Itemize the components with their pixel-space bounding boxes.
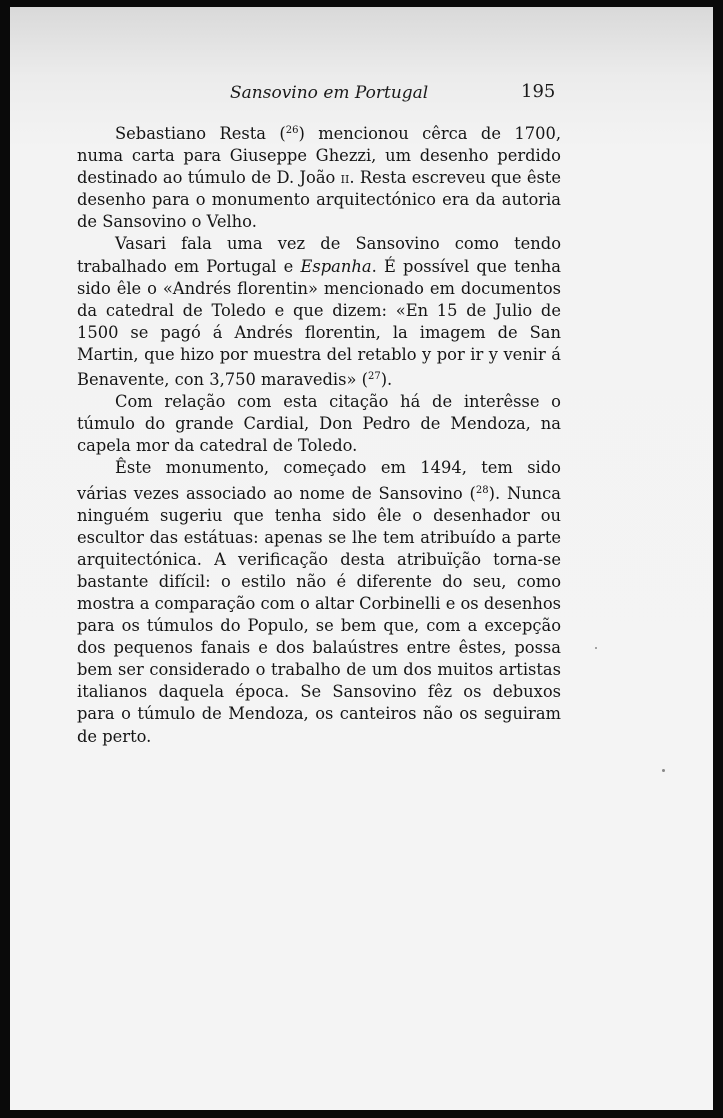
paragraph-text: Êste monumento, começado em 1494, tem sido várias vezes associado ao nome de Sansovino ( bbox=[77, 458, 561, 503]
paper-speck bbox=[595, 647, 597, 649]
running-title: Sansovino em Portugal bbox=[230, 83, 429, 103]
paragraph-text: Sebastiano Resta ( bbox=[115, 124, 286, 143]
page-header bbox=[10, 77, 713, 107]
paragraph-resta bbox=[77, 120, 561, 233]
italic-term: Espanha bbox=[300, 256, 372, 276]
paragraph-text: . É possível que tenha sido êle o «Andrés florentin» mencionado em documentos da catedral de Toledo e que dizem: «En 15 de Julio de 1500 se pagó á Andrés florentin, la imagem de San Martin, que hizo por muestra del retablo y por ir y venir á Benavente, con 3,750 maravedis» ( bbox=[77, 256, 561, 390]
paragraph-text: ). Nunca ninguém sugeriu que tenha sido êle o desenhador ou escultor das estátuas: apenas se lhe tem atribuído a parte arquitectónica. A verificação desta atribuïção torna-se bastante difícil: o estilo não é diferente do seu, como mostra a comparação com o altar Corbinelli e os desenhos para os túmulos do Populo, se bem que, com a excepção dos pequenos fanais e dos balaústres entre êstes, possa bem ser considerado o trabalho de um dos muitos artistas italianos daquela época. Se Sansovino fêz os debuxos para o túmulo de Mendoza, os canteiros não os seguiram de perto. bbox=[77, 483, 562, 746]
page-number: 195 bbox=[521, 81, 556, 102]
paragraph-text: Com relação com esta citação há de interêsse o túmulo do grande Cardial, Don Pedro de Mendoza, na capela mor da catedral de Toledo. bbox=[77, 392, 561, 456]
footnote-ref: 27 bbox=[367, 371, 381, 383]
paragraph-monument bbox=[77, 457, 561, 747]
footnote-ref: 26 bbox=[285, 125, 299, 136]
book-page bbox=[10, 7, 713, 1110]
paragraph-text: ). bbox=[380, 370, 393, 390]
roman-numeral: ii bbox=[340, 168, 350, 188]
paper-speck bbox=[662, 769, 665, 772]
paragraph-text: Vasari fala uma vez de Sansovino como tendo trabalhado em Portugal e bbox=[77, 234, 561, 276]
paragraph-vasari bbox=[77, 233, 561, 391]
paragraph-mendoza bbox=[77, 391, 561, 457]
body-text bbox=[77, 120, 561, 748]
footnote-ref: 28 bbox=[475, 484, 489, 496]
paragraph-text: . Resta escreveu que êste desenho para o monumento arquitectónico era da autoria de Sansovino o Velho. bbox=[77, 168, 561, 232]
paragraph-text: ) mencionou cêrca de 1700, numa carta para Giuseppe Ghezzi, um desenho perdido destinado ao túmulo de D. João bbox=[77, 124, 561, 188]
